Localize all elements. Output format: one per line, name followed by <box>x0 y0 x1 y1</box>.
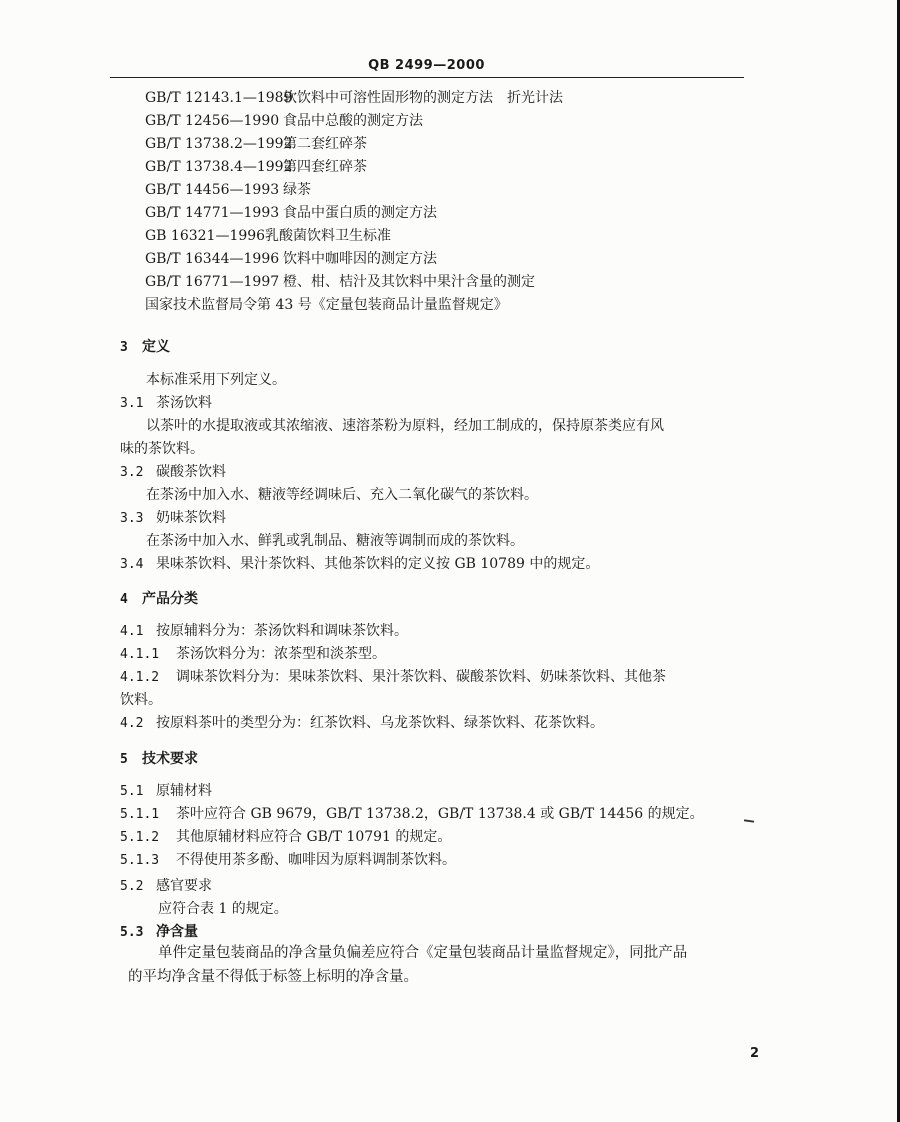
clause-heading: 3.3 奶味茶饮料 <box>120 510 226 526</box>
clause: 4.1.2 调味茶饮料分为：果味茶饮料、果汁茶饮料、碳酸茶饮料、奶味茶饮料、其他茶 <box>120 669 666 685</box>
clause: 5.1.3 不得使用茶多酚、咖啡因为原料调制茶饮料。 <box>120 852 456 868</box>
reference-item <box>145 157 367 177</box>
clause-title: 碳酸茶饮料 <box>156 464 226 480</box>
paragraph: 在茶汤中加入水、糖液等经调味后、充入二氧化碳气的茶饮料。 <box>146 487 538 503</box>
section-heading: 4 产品分类 <box>120 591 198 607</box>
clause-text: 不得使用茶多酚、咖啡因为原料调制茶饮料。 <box>176 852 456 868</box>
reference-title: 食品中蛋白质的测定方法 <box>283 205 437 221</box>
reference-item <box>145 226 391 246</box>
paragraph: 在茶汤中加入水、鲜乳或乳制品、糖液等调制而成的茶饮料。 <box>146 533 524 549</box>
clause: 3.4 果味茶饮料、果汁茶饮料、其他茶饮料的定义按 GB 10789 中的规定。 <box>120 556 600 572</box>
paragraph: 以茶叶的水提取液或其浓缩液、速溶茶粉为原料，经加工制成的，保持原茶类应有风 <box>146 418 664 434</box>
reference-title: 第四套红碎茶 <box>283 159 367 175</box>
header-rule <box>110 77 744 78</box>
clause-text: 按原料茶叶的类型分为：红茶饮料、乌龙茶饮料、绿茶饮料、花茶饮料。 <box>156 715 604 731</box>
paragraph: 味的茶饮料。 <box>120 441 204 457</box>
clause-title: 净含量 <box>156 924 198 940</box>
clause-text: 其他原辅材料应符合 GB/T 10791 的规定。 <box>176 829 452 845</box>
clause-text: 果味茶饮料、果汁茶饮料、其他茶饮料的定义按 GB 10789 中的规定。 <box>156 556 600 572</box>
paragraph: 应符合表 1 的规定。 <box>158 901 288 917</box>
page-number: 2 <box>750 1046 760 1061</box>
section-heading: 3 定义 <box>120 339 170 355</box>
reference-title: 橙、柑、桔汁及其饮料中果汁含量的测定 <box>283 274 535 290</box>
reference-code: GB/T 12143.1—1989 <box>145 90 293 106</box>
clause-heading: 3.1 茶汤饮料 <box>120 395 212 411</box>
scan-mark <box>744 819 754 822</box>
clause-text: 按原辅料分为：茶汤饮料和调味茶饮料。 <box>156 623 408 639</box>
clause-title: 奶味茶饮料 <box>156 510 226 526</box>
reference-title: 软饮料中可溶性固形物的测定方法 折光计法 <box>283 90 563 106</box>
reference-item <box>145 249 437 269</box>
page-header: QB 2499—2000 <box>368 58 485 73</box>
section-title: 定义 <box>142 339 170 355</box>
reference-item <box>145 134 367 154</box>
clause-text: 茶汤饮料分为：浓茶型和淡茶型。 <box>176 646 386 662</box>
clause-text: 调味茶饮料分为：果味茶饮料、果汁茶饮料、碳酸茶饮料、奶味茶饮料、其他茶 <box>176 669 666 685</box>
clause: 4.1 按原辅料分为：茶汤饮料和调味茶饮料。 <box>120 623 408 639</box>
clause-heading: 5.3 净含量 <box>120 924 198 940</box>
reference-title: 饮料中咖啡因的测定方法 <box>283 251 437 267</box>
reference-code: GB/T 16344—1996 <box>145 251 280 267</box>
clause-title: 原辅材料 <box>156 783 212 799</box>
reference-item <box>145 203 437 223</box>
clause: 5.1.2 其他原辅材料应符合 GB/T 10791 的规定。 <box>120 829 452 845</box>
clause-heading: 5.2 感官要求 <box>120 878 212 894</box>
reference-title: 乳酸菌饮料卫生标准 <box>265 228 391 244</box>
reference-item <box>145 111 423 131</box>
reference-code: GB/T 14456—1993 <box>145 182 280 198</box>
clause: 4.1.1 茶汤饮料分为：浓茶型和淡茶型。 <box>120 646 386 662</box>
section-title: 产品分类 <box>142 591 198 607</box>
reference-item <box>145 180 311 200</box>
clause-title: 感官要求 <box>156 878 212 894</box>
reference-item <box>145 88 563 108</box>
reference-code: GB/T 14771—1993 <box>145 205 280 221</box>
clause-title: 茶汤饮料 <box>156 395 212 411</box>
clause-text: 茶叶应符合 GB 9679，GB/T 13738.2，GB/T 13738.4 或 GB/T 14456 的规定。 <box>176 806 704 822</box>
clause-heading: 3.2 碳酸茶饮料 <box>120 464 226 480</box>
section-heading: 5 技术要求 <box>120 751 198 767</box>
clause-heading: 5.1 原辅材料 <box>120 783 212 799</box>
reference-code: GB 16321—1996 <box>145 228 266 244</box>
paragraph: 单件定量包装商品的净含量负偏差应符合《定量包装商品计量监督规定》，同批产品 <box>158 945 688 961</box>
reference-code: GB/T 13738.4—1992 <box>145 159 293 175</box>
reference-code: GB/T 12456—1990 <box>145 113 280 129</box>
reference-code: GB/T 16771—1997 <box>145 274 280 290</box>
reference-item <box>145 272 535 292</box>
decree-reference: 国家技术监督局令第 43 号《定量包装商品计量监督规定》 <box>145 297 508 313</box>
reference-title: 食品中总酸的测定方法 <box>283 113 423 129</box>
paragraph: 本标准采用下列定义。 <box>146 372 286 388</box>
reference-code: GB/T 13738.2—1992 <box>145 136 293 152</box>
paragraph: 的平均净含量不得低于标签上标明的净含量。 <box>128 969 418 985</box>
reference-title: 第二套红碎茶 <box>283 136 367 152</box>
clause: 4.2 按原料茶叶的类型分为：红茶饮料、乌龙茶饮料、绿茶饮料、花茶饮料。 <box>120 715 604 731</box>
section-title: 技术要求 <box>142 751 198 767</box>
paragraph: 饮料。 <box>120 692 162 708</box>
clause: 5.1.1 茶叶应符合 GB 9679，GB/T 13738.2，GB/T 13738.4 或 GB/T 14456 的规定。 <box>120 806 704 822</box>
reference-title: 绿茶 <box>283 182 311 198</box>
